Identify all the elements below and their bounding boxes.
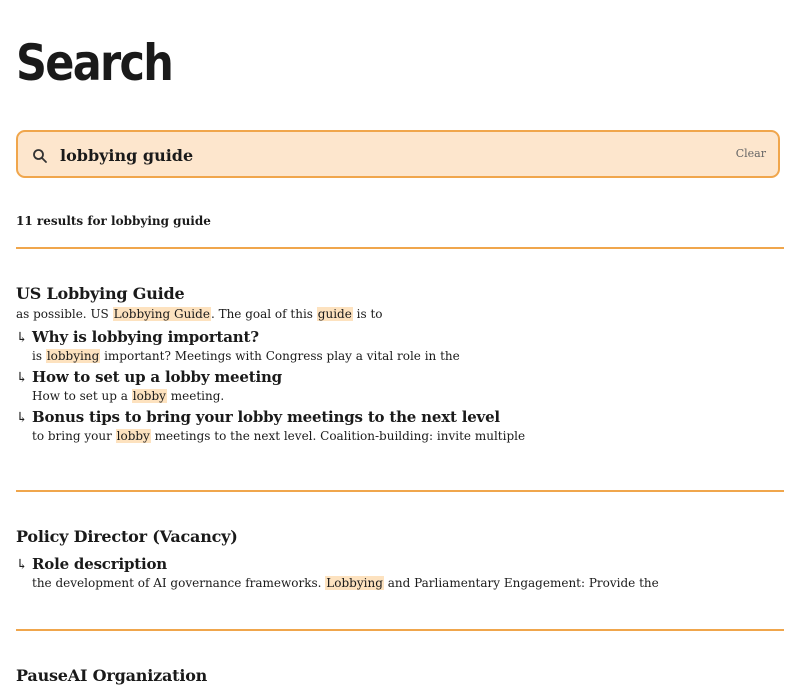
snippet-text: the development of AI governance frameworks. — [32, 576, 326, 590]
search-result[interactable] — [16, 665, 784, 687]
result-count: 11 results for lobbying guide — [16, 214, 211, 228]
divider — [16, 629, 784, 631]
snippet-text: and Parliamentary Engagement: Provide the — [383, 576, 659, 590]
search-icon — [32, 148, 48, 164]
result-title[interactable]: US Lobbying Guide — [16, 284, 185, 303]
result-snippet — [16, 305, 784, 323]
return-arrow-icon: ↳ — [16, 330, 28, 346]
page-title: Search — [16, 34, 173, 92]
sub-result-heading[interactable] — [16, 407, 784, 427]
sub-result[interactable] — [16, 407, 784, 445]
highlighted-term: guide — [317, 307, 352, 321]
clear-button[interactable]: Clear — [735, 147, 766, 160]
snippet-text: important? Meetings with Congress play a vital role in the — [100, 349, 460, 363]
highlighted-term: lobby — [116, 429, 150, 443]
return-arrow-icon: ↳ — [16, 370, 28, 386]
sub-result-snippet — [16, 347, 784, 365]
result-title[interactable]: Policy Director (Vacancy) — [16, 527, 238, 546]
return-arrow-icon: ↳ — [16, 410, 28, 426]
search-result[interactable] — [16, 283, 784, 447]
search-input[interactable] — [60, 142, 720, 168]
result-title[interactable]: PauseAI Organization — [16, 666, 208, 685]
sub-result-heading[interactable] — [16, 367, 784, 387]
highlighted-term: Lobbying — [326, 576, 383, 590]
sub-result-title[interactable]: Bonus tips to bring your lobby meetings to the next level — [32, 408, 500, 426]
sub-result-heading[interactable] — [16, 554, 784, 574]
snippet-text: How to set up a — [32, 389, 132, 403]
highlighted-term: lobby — [132, 389, 166, 403]
snippet-text: is to — [352, 307, 383, 321]
snippet-text: is — [32, 349, 46, 363]
sub-result-title[interactable]: How to set up a lobby meeting — [32, 368, 282, 386]
snippet-text: meetings to the next level. Coalition-building: invite multiple — [150, 429, 526, 443]
sub-result[interactable] — [16, 367, 784, 405]
sub-result[interactable] — [16, 554, 784, 592]
highlighted-term: lobbying — [46, 349, 100, 363]
sub-result-snippet — [16, 574, 784, 592]
sub-result-heading[interactable] — [16, 327, 784, 347]
sub-result[interactable] — [16, 327, 784, 365]
snippet-text: to bring your — [32, 429, 116, 443]
divider — [16, 247, 784, 249]
sub-result-title[interactable]: Why is lobbying important? — [32, 328, 259, 346]
divider — [16, 490, 784, 492]
sub-result-snippet — [16, 387, 784, 405]
search-result[interactable] — [16, 526, 784, 594]
highlighted-term: Lobbying Guide — [113, 307, 210, 321]
snippet-text: . The goal of this — [210, 307, 317, 321]
sub-result-snippet — [16, 427, 784, 445]
search-box[interactable] — [16, 130, 780, 178]
return-arrow-icon: ↳ — [16, 557, 28, 573]
snippet-text: meeting. — [166, 389, 225, 403]
snippet-text: as possible. US — [16, 307, 113, 321]
sub-result-title[interactable]: Role description — [32, 555, 167, 573]
